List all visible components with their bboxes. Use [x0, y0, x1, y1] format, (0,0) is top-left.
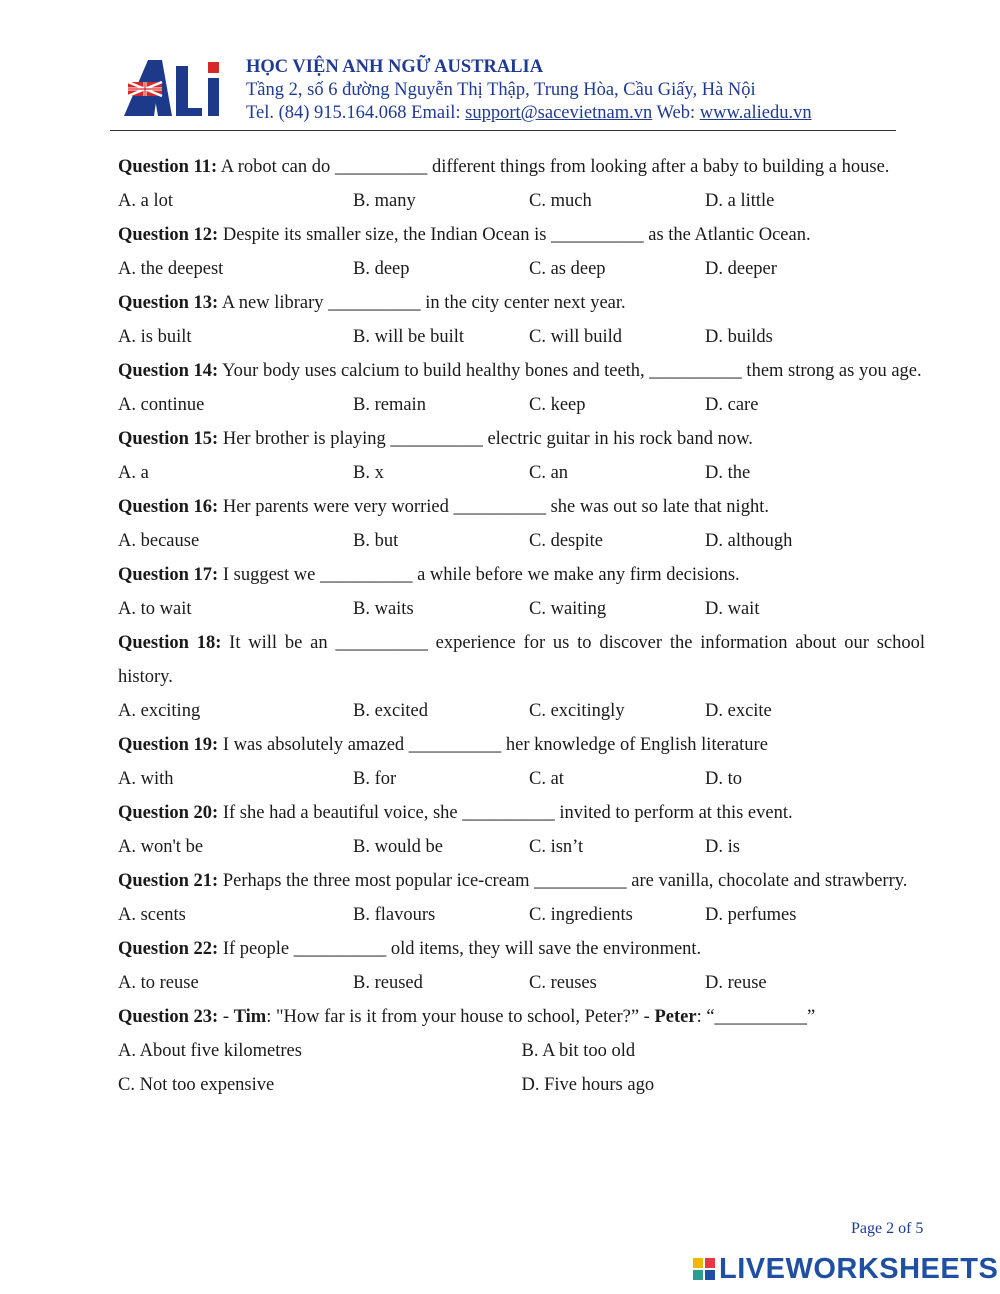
- question-stem: [118, 932, 925, 966]
- answer-options: [118, 762, 925, 796]
- answer-option[interactable]: D. a little: [705, 191, 775, 211]
- web-label: Web:: [652, 103, 700, 123]
- question-label: Question 21:: [118, 871, 219, 891]
- answer-option[interactable]: D. care: [705, 395, 759, 415]
- answer-option[interactable]: B. many: [353, 191, 416, 211]
- answer-option[interactable]: D. excite: [705, 701, 772, 721]
- answer-option[interactable]: C. excitingly: [529, 701, 625, 721]
- question-stem: [118, 1000, 925, 1034]
- question-text: If people __________ old items, they will save the environment.: [218, 939, 702, 959]
- contact-phone: Tel. (84) 915.164.068 Email:: [246, 103, 466, 123]
- question-stem: [118, 728, 925, 762]
- answer-option[interactable]: C. ingredients: [529, 905, 633, 925]
- answer-option[interactable]: C. despite: [529, 531, 603, 551]
- answer-option[interactable]: B. but: [353, 531, 399, 551]
- question-text: Despite its smaller size, the Indian Ocean is __________ as the Atlantic Ocean.: [218, 225, 811, 245]
- contact-line: [246, 102, 812, 125]
- page-number: Page 2 of 5: [851, 1220, 924, 1237]
- answer-options: [118, 592, 925, 626]
- answer-options: [118, 898, 925, 932]
- answer-option[interactable]: B. would be: [353, 837, 443, 857]
- question-list: [118, 150, 925, 1102]
- question-stem: [118, 558, 925, 592]
- answer-option[interactable]: B. waits: [353, 599, 414, 619]
- answer-options: [118, 252, 925, 286]
- question-text: Her parents were very worried __________ she was out so late that night.: [218, 497, 769, 517]
- question-text: Perhaps the three most popular ice-cream __________ are vanilla, chocolate and strawberry.: [218, 871, 908, 891]
- question-label: Question 16:: [118, 497, 219, 517]
- header-info: [246, 56, 812, 125]
- answer-option[interactable]: A. is built: [118, 327, 192, 347]
- answer-options: [118, 1068, 925, 1102]
- liveworksheets-brand[interactable]: [693, 1254, 998, 1284]
- liveworksheets-wordmark: LIVEWORKSHEETS: [719, 1252, 999, 1285]
- question-label: Question 12:: [118, 225, 219, 245]
- question-label: Question 22:: [118, 939, 219, 959]
- liveworksheets-icon: [693, 1258, 715, 1280]
- question-label: Question 19:: [118, 735, 219, 755]
- question-label: Question 18:: [118, 633, 222, 653]
- answer-option[interactable]: A. continue: [118, 395, 205, 415]
- question-stem: [118, 150, 925, 184]
- institute-name: HỌC VIỆN ANH NGỮ AUSTRALIA: [246, 57, 544, 77]
- question-text: It will be an __________ experience for us to discover the information about our school history.: [118, 633, 925, 687]
- question-text: If she had a beautiful voice, she __________ invited to perform at this event.: [218, 803, 793, 823]
- question-stem: [118, 490, 925, 524]
- answer-option[interactable]: A. because: [118, 531, 200, 551]
- answer-option[interactable]: C. an: [529, 463, 569, 483]
- answer-option[interactable]: D. although: [705, 531, 793, 551]
- answer-option[interactable]: C. as deep: [529, 259, 606, 279]
- dialog-text: : “__________”: [696, 1007, 816, 1027]
- dialog-text: : "How far is it from your house to school, Peter?” -: [266, 1007, 655, 1027]
- answer-option[interactable]: C. Not too expensive: [118, 1075, 275, 1095]
- answer-option[interactable]: C. will build: [529, 327, 623, 347]
- ali-logo: [118, 52, 228, 122]
- answer-option[interactable]: D. builds: [705, 327, 773, 347]
- answer-option[interactable]: A. the deepest: [118, 259, 224, 279]
- document-header: [110, 48, 896, 131]
- question-label: Question 11:: [118, 157, 218, 177]
- question-text: Your body uses calcium to build healthy bones and teeth, __________ them strong as you age.: [218, 361, 922, 381]
- question-text: A new library __________ in the city center next year.: [218, 293, 626, 313]
- answer-option[interactable]: D. deeper: [705, 259, 777, 279]
- question-label: Question 15:: [118, 429, 219, 449]
- question-text: Her brother is playing __________ electric guitar in his rock band now.: [218, 429, 753, 449]
- question-stem: [118, 218, 925, 252]
- answer-option[interactable]: A. a: [118, 463, 149, 483]
- answer-option[interactable]: C. reuses: [529, 973, 597, 993]
- question-text: I suggest we __________ a while before we make any firm decisions.: [218, 565, 740, 585]
- answer-option[interactable]: C. much: [529, 191, 592, 211]
- answer-option[interactable]: D. perfumes: [705, 905, 797, 925]
- answer-option[interactable]: A. a lot: [118, 191, 173, 211]
- answer-options: [118, 388, 925, 422]
- dialog-text: -: [218, 1007, 234, 1027]
- question-label: Question 23:: [118, 1007, 219, 1027]
- answer-option[interactable]: B. A bit too old: [521, 1041, 636, 1061]
- question-label: Question 13:: [118, 293, 219, 313]
- answer-option[interactable]: A. About five kilometres: [118, 1041, 302, 1061]
- answer-options: [118, 830, 925, 864]
- email-link[interactable]: support@sacevietnam.vn: [465, 103, 653, 123]
- answer-options: [118, 456, 925, 490]
- answer-option[interactable]: A. to reuse: [118, 973, 199, 993]
- answer-option[interactable]: D. wait: [705, 599, 760, 619]
- answer-options: [118, 320, 925, 354]
- question-label: Question 20:: [118, 803, 219, 823]
- answer-option[interactable]: B. for: [353, 769, 397, 789]
- answer-option[interactable]: D. is: [705, 837, 740, 857]
- institute-address: Tầng 2, số 6 đường Nguyễn Thị Thập, Trung Hòa, Cầu Giấy, Hà Nội: [246, 80, 756, 100]
- answer-option[interactable]: B. excited: [353, 701, 429, 721]
- speaker-name: Tim: [233, 1007, 267, 1027]
- answer-option[interactable]: B. flavours: [353, 905, 436, 925]
- question-stem: [118, 286, 925, 320]
- question-stem: [118, 354, 925, 388]
- answer-option[interactable]: B. remain: [353, 395, 426, 415]
- answer-options: [118, 524, 925, 558]
- answer-option[interactable]: D. reuse: [705, 973, 767, 993]
- question-text: A robot can do __________ different things from looking after a baby to building a house.: [217, 157, 890, 177]
- answer-option[interactable]: C. at: [529, 769, 564, 789]
- answer-option[interactable]: D. Five hours ago: [521, 1075, 655, 1095]
- answer-option[interactable]: A. to wait: [118, 599, 192, 619]
- answer-option[interactable]: C. keep: [529, 395, 586, 415]
- question-label: Question 14:: [118, 361, 219, 381]
- question-stem: [118, 626, 925, 694]
- answer-option[interactable]: D. the: [705, 463, 751, 483]
- answer-options: [118, 1034, 925, 1068]
- answer-option[interactable]: C. isn’t: [529, 837, 584, 857]
- speaker-name: Peter: [654, 1007, 697, 1027]
- answer-option[interactable]: B. will be built: [353, 327, 464, 347]
- answer-option[interactable]: A. scents: [118, 905, 186, 925]
- answer-options: [118, 694, 925, 728]
- web-link[interactable]: www.aliedu.vn: [699, 103, 812, 123]
- question-stem: [118, 422, 925, 456]
- answer-option[interactable]: C. waiting: [529, 599, 607, 619]
- answer-option[interactable]: A. won't be: [118, 837, 204, 857]
- answer-option[interactable]: A. with: [118, 769, 174, 789]
- answer-options: [118, 184, 925, 218]
- question-stem: [118, 864, 925, 898]
- answer-options: [118, 966, 925, 1000]
- question-label: Question 17:: [118, 565, 219, 585]
- answer-option[interactable]: A. exciting: [118, 701, 201, 721]
- answer-option[interactable]: D. to: [705, 769, 742, 789]
- question-stem: [118, 796, 925, 830]
- answer-option[interactable]: B. deep: [353, 259, 410, 279]
- question-text: I was absolutely amazed __________ her knowledge of English literature: [218, 735, 768, 755]
- answer-option[interactable]: B. reused: [353, 973, 423, 993]
- answer-option[interactable]: B. x: [353, 463, 384, 483]
